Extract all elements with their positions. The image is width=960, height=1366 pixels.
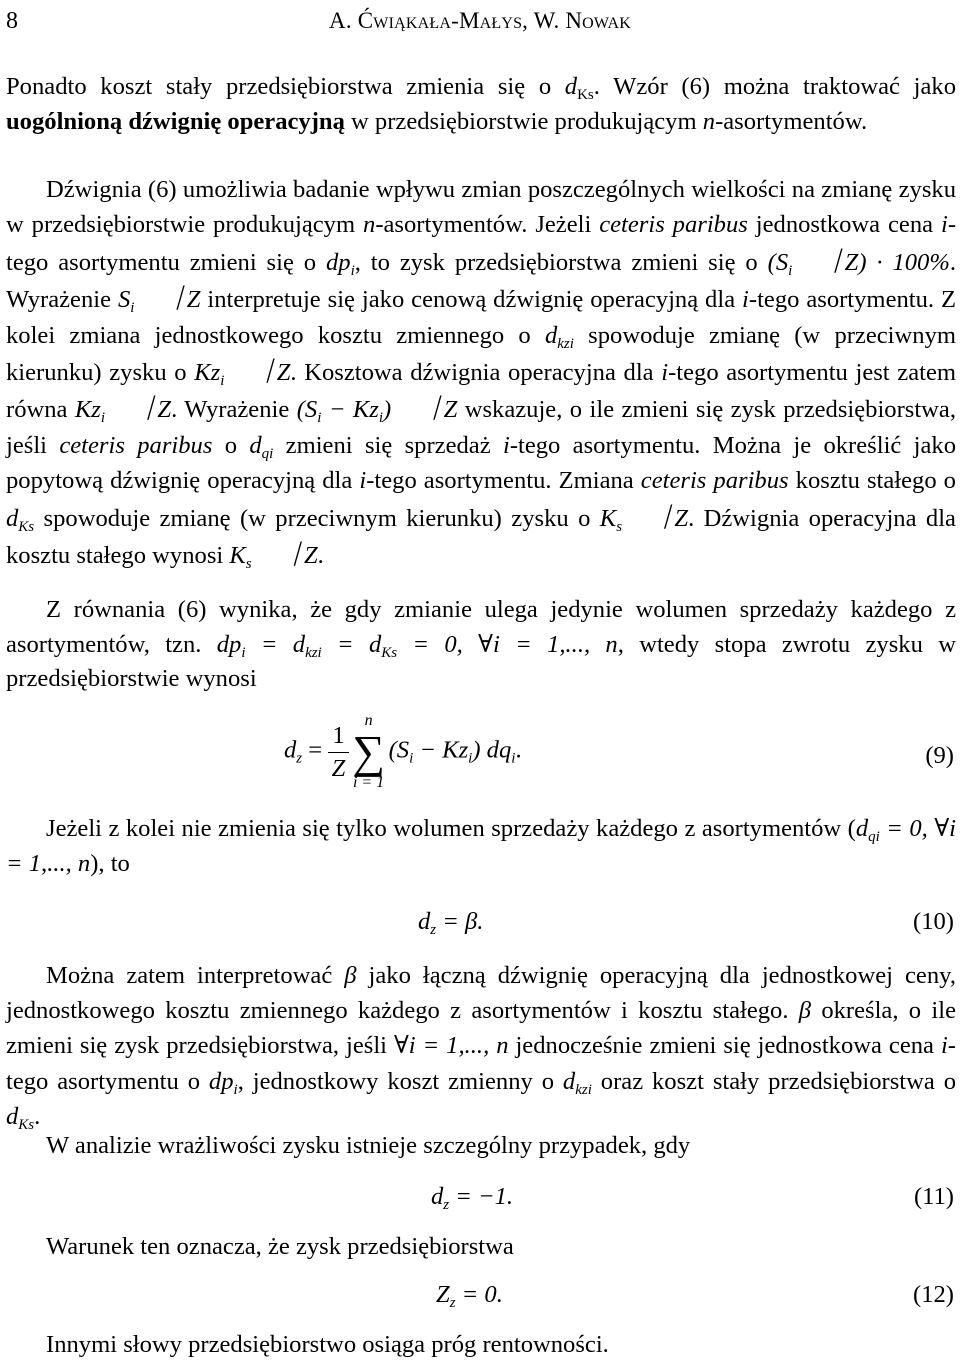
text: w przedsiębiorstwie produkującym xyxy=(344,107,703,135)
sum-upper: n xyxy=(364,712,373,729)
math: K xyxy=(229,542,246,570)
latin-phrase: ceteris paribus xyxy=(59,431,213,459)
math: Z xyxy=(436,1281,450,1308)
equation-12 xyxy=(6,1278,954,1318)
math: − Kz xyxy=(321,396,379,424)
math: (S xyxy=(388,736,410,764)
text: , to zysk przedsiębiorstwa zmieni się o xyxy=(354,248,768,276)
math: = −1. xyxy=(449,1183,514,1210)
var: d xyxy=(6,1102,19,1130)
math: = 0, ∀i = 1,..., n xyxy=(6,815,956,877)
subscript: kzi xyxy=(575,1081,592,1098)
slash: / xyxy=(664,496,673,536)
equation-body xyxy=(284,712,522,792)
text: określa, o ile zmieni się zysk przedsiębiorstwa, jeśli xyxy=(6,997,956,1060)
text: . xyxy=(34,1102,41,1130)
paragraph-8 xyxy=(6,1328,956,1363)
running-header xyxy=(0,4,960,39)
subscript: z xyxy=(443,1197,450,1213)
var: i xyxy=(940,1032,948,1060)
math: d xyxy=(855,815,869,842)
var: i xyxy=(661,359,669,387)
text: jako łączną dźwignię operacyjną dla jednostkowej ceny, jednostkowego kosztu zmiennego każdego z asortymentów i kosztu stałego. xyxy=(6,962,956,1025)
subscript: i xyxy=(350,262,355,279)
math: d xyxy=(284,736,297,764)
text: spowoduje zmianę (w przeciwnym kierunku) zysku o xyxy=(6,321,956,387)
paragraph-2 xyxy=(6,172,956,573)
var: i xyxy=(940,211,948,239)
text: . Kosztowa dźwignia operacyjna dla xyxy=(290,359,662,387)
text: . Wyrażenie xyxy=(6,248,956,314)
slash: / xyxy=(176,277,185,318)
subscript: qi xyxy=(868,829,880,845)
math: = β. xyxy=(436,908,484,935)
math: dp xyxy=(216,630,242,658)
math: (S xyxy=(296,396,318,424)
math: ∀i = 1,..., n xyxy=(393,1032,509,1060)
text: . Wzór (6) można traktować jako xyxy=(593,73,956,100)
subscript: i xyxy=(468,750,473,767)
equation-body xyxy=(431,1180,513,1215)
subscript: kzi xyxy=(305,644,322,661)
text: Dźwignia (6) umożliwia badanie wpływu zmian poszczególnych wielkości na zmianę zysku w przedsiębiorstwie produkującym xyxy=(6,176,956,239)
text: . Wyrażenie xyxy=(171,396,297,424)
text: jednostkowa cena xyxy=(747,211,941,239)
slash: / xyxy=(293,533,302,574)
subscript: i xyxy=(241,644,246,661)
subscript: s xyxy=(245,556,252,573)
subscript: Ks xyxy=(18,518,35,535)
text: , jednostkowy koszt zmienny o xyxy=(237,1067,563,1095)
text: o xyxy=(212,431,250,459)
fraction xyxy=(328,720,348,785)
text: -asortymentów. xyxy=(715,107,868,135)
math: d xyxy=(418,908,431,935)
subscript: i xyxy=(409,750,414,767)
text: -tego asortymentu. Zmiana xyxy=(366,467,641,495)
math: Z xyxy=(186,286,201,314)
math: = 0. xyxy=(455,1281,503,1308)
text: Można zatem interpretować xyxy=(46,962,345,989)
math: Z xyxy=(157,396,172,424)
var: n xyxy=(702,107,716,135)
text: -tego asortymentu zmieni się o xyxy=(6,211,957,276)
math: Kz xyxy=(74,396,101,424)
math: Z xyxy=(276,359,291,387)
equation-number: (9) xyxy=(925,742,954,769)
paragraph-4 xyxy=(6,812,956,881)
text: -tego asortymentu o xyxy=(6,1032,956,1095)
text: Jeżeli z kolei nie zmienia się tylko wolumen sprzedaży każdego z asortymentów ( xyxy=(46,815,856,842)
math: S xyxy=(117,286,131,314)
subscript: Ks xyxy=(18,1116,35,1133)
subscript: qi xyxy=(261,445,274,462)
page-number: 8 xyxy=(6,8,18,34)
text: -tego asortymentu. Z kolei zmiana jednostkowego kosztu zmiennego o xyxy=(6,286,957,349)
subscript: i xyxy=(233,1081,238,1098)
text: W analizie wrażliwości zysku istnieje szczególny przypadek, gdy xyxy=(46,1132,691,1159)
subscript: i xyxy=(788,262,793,279)
equation-number: (11) xyxy=(913,1183,954,1210)
text: Innymi słowy przedsiębiorstwo osiąga próg rentowności. xyxy=(46,1331,609,1358)
equation-10 xyxy=(6,905,954,945)
math: Kz xyxy=(194,359,221,387)
var: i xyxy=(742,286,749,314)
text: -tego asortymentu. Można je określić jako popytową dźwignię operacyjną dla xyxy=(6,431,956,495)
math: = d xyxy=(245,630,306,658)
text: kosztu stałego o xyxy=(788,467,956,495)
sum-lower: i = 1 xyxy=(352,774,385,791)
subscript: i xyxy=(220,373,225,390)
math: = d xyxy=(321,630,382,658)
paragraph-1 xyxy=(6,70,956,139)
subscript: i xyxy=(511,750,516,767)
var: i xyxy=(502,431,510,459)
subscript: i xyxy=(378,410,384,427)
math: = xyxy=(302,736,329,764)
math: Z xyxy=(443,396,458,424)
var: d xyxy=(544,321,558,349)
math: − Kz xyxy=(413,736,469,764)
math: K xyxy=(599,504,617,532)
text: -tego asortymentu jest zatem równa xyxy=(6,359,956,424)
sum-symbol: ∑ xyxy=(352,726,385,777)
math: Z xyxy=(674,504,689,532)
text: Ponadto koszt stały przedsiębiorstwa zmienia się o xyxy=(6,73,565,100)
text: spowoduje zmianę (w przeciwnym kierunku) zysku o xyxy=(34,504,600,532)
equation-11 xyxy=(6,1180,954,1220)
var: d xyxy=(249,431,262,459)
text: interpretuje się jako cenową dźwignię operacyjną dla xyxy=(200,286,743,314)
subscript: z xyxy=(430,922,437,938)
summation xyxy=(349,712,389,792)
math: β xyxy=(798,997,812,1025)
paragraph-7 xyxy=(6,1230,956,1265)
text: . xyxy=(317,542,324,570)
var: dp xyxy=(208,1067,234,1095)
subscript: i xyxy=(130,300,135,317)
denominator: Z xyxy=(331,754,346,782)
subscript: z xyxy=(296,750,303,767)
math: ) xyxy=(383,396,392,424)
text: wskazuje, o ile zmieni się zysk przedsiębiorstwa, jeśli xyxy=(6,396,956,459)
slash: / xyxy=(433,388,442,428)
math: = 0, ∀i = 1,..., n xyxy=(397,630,618,658)
var: n xyxy=(363,211,376,239)
latin-phrase: ceteris paribus xyxy=(599,211,748,239)
var: d xyxy=(562,1067,576,1095)
var: dp xyxy=(325,248,351,276)
paragraph-5 xyxy=(6,958,956,1134)
subscript: Ks xyxy=(577,87,594,103)
text: . Dźwignia operacyjna dla kosztu stałego wynosi xyxy=(6,504,956,570)
slash: / xyxy=(147,388,156,428)
authors: A. Ćwiąkała-Małys, W. Nowak xyxy=(329,8,631,33)
text: jednocześnie zmieni się jednostkowa cena xyxy=(508,1032,941,1060)
paragraph-3 xyxy=(6,593,956,697)
subscript: s xyxy=(616,518,623,535)
var: d xyxy=(564,73,578,100)
math: (S xyxy=(767,248,789,276)
equation-9 xyxy=(6,712,954,802)
subscript: Ks xyxy=(381,644,398,661)
math: d xyxy=(431,1183,444,1210)
math: ) dq xyxy=(472,736,512,764)
subscript: i xyxy=(100,410,106,427)
equation-number: (10) xyxy=(913,908,954,935)
text: , wtedy stopa zwrotu zysku w przedsiębiorstwie wynosi xyxy=(6,630,956,692)
equation-body xyxy=(436,1278,503,1313)
math: Z) · 100% xyxy=(844,248,950,276)
subscript: kzi xyxy=(557,335,574,352)
var: d xyxy=(6,504,19,532)
text: Warunek ten oznacza, że zysk przedsiębiorstwa xyxy=(46,1233,514,1260)
bold-term: uogólnioną dźwignię operacyjną xyxy=(6,107,345,135)
math: Z xyxy=(303,542,318,570)
text: -asortymentów. Jeżeli xyxy=(375,211,600,239)
subscript: i xyxy=(317,410,322,427)
text: oraz koszt stały przedsiębiorstwa o xyxy=(591,1067,956,1095)
slash: / xyxy=(266,350,275,391)
equation-body xyxy=(418,905,483,940)
text: zmieni się sprzedaż xyxy=(273,431,503,459)
math: β xyxy=(344,962,357,989)
text: Z równania (6) wynika, że gdy zmianie ulega jedynie wolumen sprzedaży każdego z asortymentów, tzn. xyxy=(6,596,956,658)
subscript: z xyxy=(449,1295,456,1311)
math: . xyxy=(515,736,522,764)
equation-number: (12) xyxy=(913,1281,954,1308)
var: i xyxy=(359,467,367,495)
text: ), to xyxy=(90,849,130,877)
numerator: 1 xyxy=(328,720,348,753)
latin-phrase: ceteris paribus xyxy=(640,467,789,495)
slash: / xyxy=(834,240,843,281)
paragraph-6 xyxy=(6,1129,956,1164)
